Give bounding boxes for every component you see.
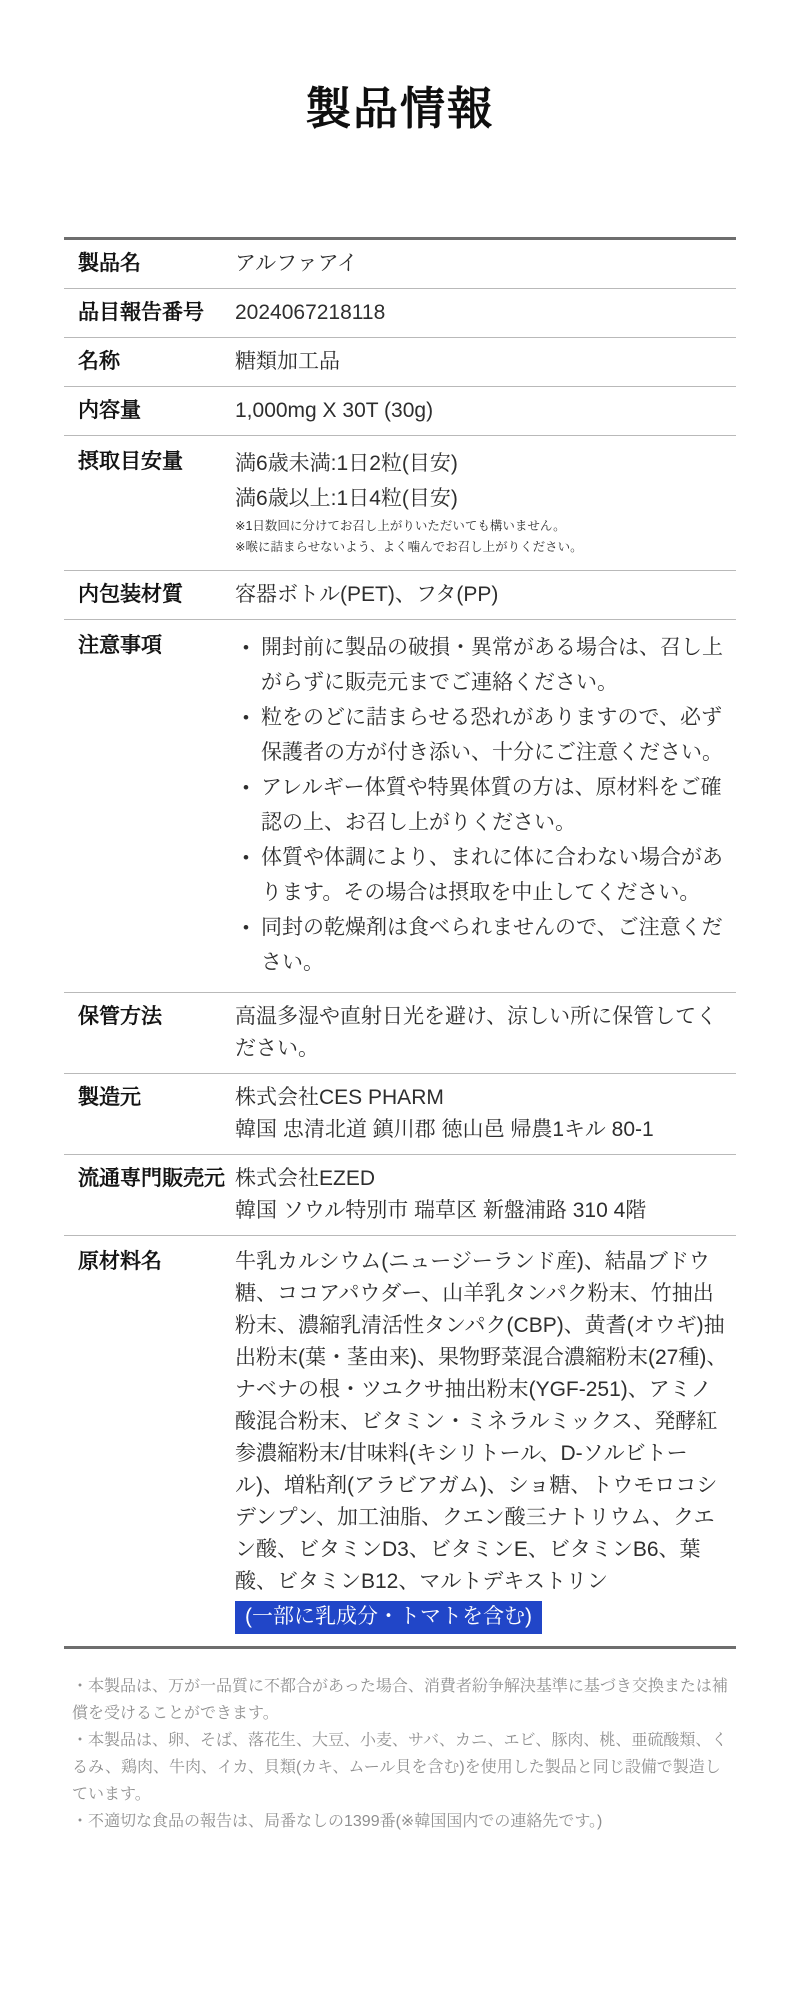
table-row-category [64, 338, 736, 387]
row-value: アルファアイ [235, 251, 358, 275]
intake-note: ※1日数回に分けてお召し上がりいただいても構いません。 [235, 518, 566, 533]
row-value: 糖類加工品 [235, 349, 340, 373]
table-row-net-content [64, 387, 736, 436]
row-value: 2024067218118 [235, 300, 386, 324]
page-title: 製品情報 [305, 83, 494, 134]
row-value [235, 630, 736, 980]
distributor-name: 株式会社EZED [235, 1166, 376, 1190]
table-row-intake [64, 436, 736, 571]
row-label: 製品名 [78, 251, 141, 275]
manufacturer-address: 韓国 忠清北道 鎮川郡 徳山邑 帰農1キル 80-1 [235, 1117, 654, 1141]
list-item: • 同封の乾燥剤は食べられませんので、ご注意ください。 [235, 910, 732, 980]
distributor-address: 韓国 ソウル特別市 瑞草区 新盤浦路 310 4階 [235, 1198, 647, 1222]
table-row-precautions [64, 620, 736, 993]
table-row-manufacturer [64, 1074, 736, 1155]
ingredients-text: 牛乳カルシウム(ニュージーランド産)、結晶ブドウ糖、ココアパウダー、山羊乳タンパク粉末、竹抽出粉末、濃縮乳清活性タンパク(CBP)、黄耆(オウギ)抽出粉末(葉・茎由来)、果物野菜混合濃縮粉末(27種)、ナベナの根・ツユクサ抽出粉末(YGF-251)、アミノ酸混合粉末、ビタミン・ミネラルミックス、発酵紅参濃縮粉末/甘味料(キシリトール、D-ソルビトール)、増粘剤(アラビアガム)、ショ糖、トウモロコシデンプン、加工油脂、クエン酸三ナトリウム、クエン酸、ビタミンD3、ビタミンE、ビタミンB6、葉酸、ビタミンB12、マルトデキストリン [235, 1249, 728, 1593]
list-item: • 体質や体調により、まれに体に合わない場合があります。その場合は摂取を中止してください。 [235, 840, 732, 910]
table-row-product-name [64, 240, 736, 289]
footer-note: ・本製品は、万が一品質に不都合があった場合、消費者紛争解決基準に基づき交換または補償を受けることができます。 [72, 1677, 728, 1722]
row-label: 製造元 [78, 1085, 141, 1109]
row-value: 1,000mg X 30T (30g) [235, 398, 434, 422]
row-label: 内容量 [78, 398, 141, 422]
row-label: 内包装材質 [78, 582, 183, 606]
intake-line: 満6歳以上:1日4粒(目安) [235, 486, 458, 510]
list-item: • 粒をのどに詰まらせる恐れがありますので、必ず保護者の方が付き添い、十分にご注意ください。 [235, 700, 732, 770]
row-value [235, 1082, 736, 1146]
table-row-report-number [64, 289, 736, 338]
product-info-table [64, 237, 736, 1649]
intake-note: ※喉に詰まらせないよう、よく噛んでお召し上がりください。 [235, 539, 583, 554]
row-value: 容器ボトル(PET)、フタ(PP) [235, 582, 499, 606]
list-item: • アレルギー体質や特異体質の方は、原材料をご確認の上、お召し上がりください。 [235, 770, 732, 840]
row-value [235, 1246, 736, 1634]
precautions-list [235, 630, 732, 980]
row-label: 品目報告番号 [78, 300, 204, 324]
list-item: • 開封前に製品の破損・異常がある場合は、召し上がらずに販売元までご連絡ください。 [235, 630, 732, 700]
row-value: 高温多湿や直射日光を避け、涼しい所に保管してください。 [235, 1004, 718, 1060]
footer-note: ・本製品は、卵、そば、落花生、大豆、小麦、サバ、カニ、エビ、豚肉、桃、亜硫酸類、くるみ、鶏肉、牛肉、イカ、貝類(カキ、ムール貝を含む)を使用した製品と同じ設備で製造しています。 [72, 1731, 728, 1803]
row-label: 保管方法 [78, 1004, 162, 1028]
footer-notes [72, 1673, 728, 1835]
row-label: 原材料名 [78, 1249, 162, 1273]
allergen-highlight-badge: (一部に乳成分・トマトを含む) [235, 1601, 542, 1634]
table-row-ingredients [64, 1236, 736, 1646]
intake-line: 満6歳未満:1日2粒(目安) [235, 451, 458, 475]
row-value [235, 446, 736, 558]
table-row-distributor [64, 1155, 736, 1236]
table-row-packaging [64, 571, 736, 620]
row-value [235, 1163, 736, 1227]
row-label: 摂取目安量 [78, 449, 183, 473]
intake-subnotes [235, 516, 732, 558]
manufacturer-name: 株式会社CES PHARM [235, 1085, 444, 1109]
row-label: 流通専門販売元 [78, 1166, 225, 1190]
footer-note: ・不適切な食品の報告は、局番なしの1399番(※韓国国内での連絡先です。) [72, 1812, 603, 1830]
row-label: 注意事項 [78, 633, 162, 657]
table-row-storage [64, 993, 736, 1074]
row-label: 名称 [78, 349, 120, 373]
product-info-page [0, 80, 800, 1835]
